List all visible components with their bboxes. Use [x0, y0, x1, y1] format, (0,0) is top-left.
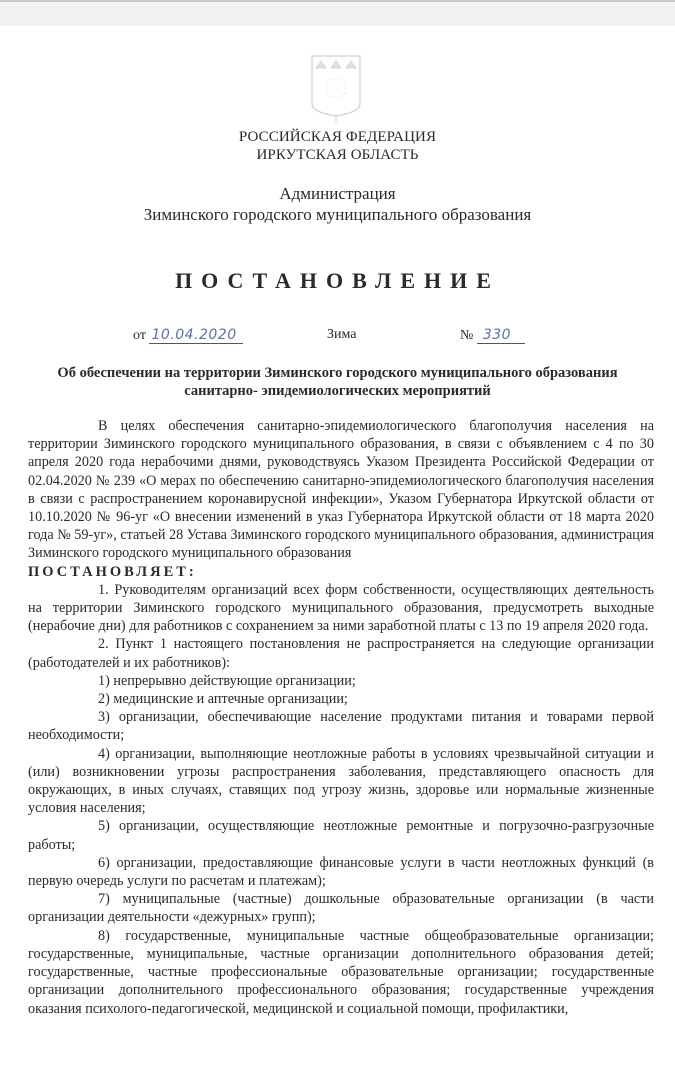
- subject-line-2: санитарно- эпидемиологических мероприятий: [184, 383, 491, 399]
- number-value: 330: [477, 327, 525, 344]
- paragraph-1: 1. Руководителям организаций всех форм собственности, осуществляющих деятельность на территории Зиминского городского муниципального образования, предусмотреть выходные (нерабочие дни) для работников с сохранением за ними заработной платы с 13 по 19 апреля 2020 года.: [28, 581, 654, 635]
- list-item-4: 4) организации, выполняющие неотложные работы в условиях чрезвычайной ситуации и (или) возникновении угрозы распространения заболевания, представляющего опасность для окружающих, в иных случаях, ставящих под угрозу жизнь, здоровье или нормальные жизненные условия населения;: [28, 745, 654, 817]
- region-name: ИРКУТСКАЯ ОБЛАСТЬ: [256, 147, 419, 163]
- state-heading: [0, 128, 675, 164]
- country-name: РОССИЙСКАЯ ФЕДЕРАЦИЯ: [238, 129, 437, 145]
- admin-line-1: Администрация: [279, 184, 396, 203]
- date-value: 10.04.2020: [149, 327, 242, 344]
- city-name: Зима: [327, 327, 357, 342]
- viewer-top-bar: [0, 0, 675, 26]
- preamble: В целях обеспечения санитарно-эпидемиологического благополучия населения на территории Зиминского городского муниципального образования, в связи с объявлением с 4 по 30 апреля 2020 года нерабочими днями, руководствуясь Указом Президента Российской Федерации от 02.04.2020 № 239 «О мерах по обеспечению санитарно-эпидемиологического благополучия населения в связи с распространением коронавирусной инфекции», Указом Губернатора Иркутской области от 10.10.2020 № 96-уг «О внесении изменений в указ Губернатора Иркутской области от 18 марта 2020 года № 59-уг», статьей 28 Устава Зиминского городского муниципального образования, администрация Зиминского городского муниципального образования: [28, 418, 654, 562]
- subject-line-1: Об обеспечении на территории Зиминского городского муниципального образования: [57, 365, 618, 381]
- administration-heading: [0, 183, 675, 225]
- number-prefix: №: [460, 328, 474, 343]
- document-subject: [0, 364, 675, 400]
- list-item-3: 3) организации, обеспечивающие население продуктами питания и товарами первой необходимости;: [28, 709, 654, 744]
- list-item-1: 1) непрерывно действующие организации;: [98, 672, 356, 689]
- decree-word: ПОСТАНОВЛЯЕТ:: [28, 563, 197, 580]
- date-field: [133, 327, 243, 344]
- date-prefix: от: [133, 328, 146, 343]
- list-item-2: 2) медицинские и аптечные организации;: [98, 691, 348, 708]
- list-item-6: 6) организации, предоставляющие финансовые услуги в части неотложных функций (в первую очередь услуги по расчетам и платежам);: [28, 854, 654, 890]
- coat-of-arms-icon: [306, 52, 366, 124]
- list-item-5: 5) организации, осуществляющие неотложные ремонтные и погрузочно-разгрузочные работы;: [28, 818, 654, 853]
- number-field: [460, 327, 525, 344]
- paragraph-2: 2. Пункт 1 настоящего постановления не распространяется на следующие организации (работодателей и их работников):: [28, 636, 654, 671]
- document-body: [28, 417, 654, 1018]
- list-item-8: 8) государственные, муниципальные частные общеобразовательные организации; государственные, муниципальные, частные организации дополнительного образования детей; государственные, частные профессиональные образовательные организации; государственные организации дополнительного профессионального образования; государственные учреждения оказания психолого-педагогической, медицинской и социальной помощи, профилактики,: [28, 927, 654, 1017]
- list-item-7: 7) муниципальные (частные) дошкольные образовательные организации (в части организации деятельности «дежурных» групп);: [28, 891, 654, 926]
- document-type: ПОСТАНОВЛЕНИЕ: [175, 268, 500, 293]
- admin-line-2: Зиминского городского муниципального образования: [143, 205, 532, 224]
